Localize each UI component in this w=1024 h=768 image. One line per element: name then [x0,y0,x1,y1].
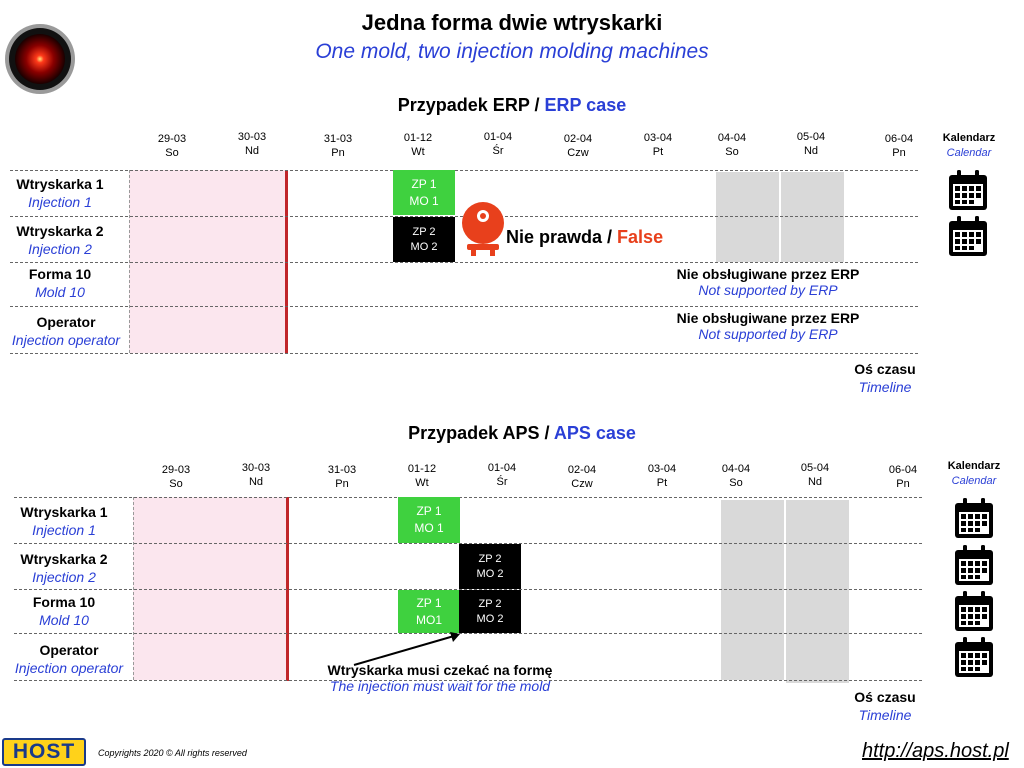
website-link[interactable]: http://aps.host.pl [862,740,1009,762]
weekend-block [781,172,844,262]
row-label-injection-1: Wtryskarka 1 Injection 1 [20,504,108,538]
row-label-operator: Operator Injection operator [14,642,124,676]
not-supported-note: Nie obsługiwane przez ERP Not supported by ERP [676,310,860,342]
false-note: Nie prawda / False [506,227,664,247]
calendar-icon [953,545,995,592]
calendar-icon [953,637,995,684]
row-label-mold: Forma 10 Mold 10 [32,594,96,628]
day-label: 03-04 Pt [647,463,677,489]
day-label: 01-04 Śr [483,131,513,157]
page-title: Jedna forma dwie wtryskarki [361,10,663,35]
day-label: 30-03 Nd [241,462,271,488]
weekend-block [786,500,849,683]
task-block[interactable]: ZP 1 MO 1 [398,497,460,543]
calendar-icon [953,498,995,545]
calendar-icon [947,170,989,217]
day-label: 01-04 Śr [487,462,517,488]
task-block[interactable]: ZP 2 MO 2 [459,544,521,589]
grid-line [10,306,918,307]
calendar-label: Kalendarz Calendar [947,460,1001,487]
row-label-mold: Forma 10 Mold 10 [28,266,92,300]
day-label: 02-04 Czw [563,133,593,159]
grid-line [10,353,918,354]
page-subtitle: One mold, two injection molding machines [315,40,709,63]
day-label: 05-04 Nd [800,462,830,488]
day-label: 01-12 Wt [407,463,437,489]
day-label: 06-04 Pn [884,133,914,159]
row-label-operator: Operator Injection operator [11,314,121,348]
row-label-injection-2: Wtryskarka 2 Injection 2 [16,223,104,257]
calendar-label: Kalendarz Calendar [942,132,996,159]
wait-note: Wtryskarka musi czekać na formę The injection must wait for the mold [327,662,553,694]
grid-line [10,170,918,171]
timeline-label: Oś czasu Timeline [854,689,916,723]
grid-line [14,497,922,498]
weekend-block [721,500,784,680]
day-label: 31-03 Pn [327,464,357,490]
day-label: 04-04 So [721,463,751,489]
erp-section-title: Przypadek ERP / ERP case [397,95,627,115]
grid-line [10,262,918,263]
day-label: 03-04 Pt [643,132,673,158]
day-label: 29-03 So [157,133,187,159]
day-label: 04-04 So [717,132,747,158]
day-label: 05-04 Nd [796,131,826,157]
calendar-icon [947,216,989,263]
day-label: 31-03 Pn [323,133,353,159]
day-label: 30-03 Nd [237,131,267,157]
task-block[interactable]: ZP 1 MO 1 [393,170,455,215]
timeline-label: Oś czasu Timeline [854,361,916,395]
day-label: 29-03 So [161,464,191,490]
task-block[interactable]: ZP 2 MO 2 [459,590,521,633]
weekend-block [716,172,779,262]
aps-section-title: Przypadek APS / APS case [408,423,636,443]
row-label-injection-1: Wtryskarka 1 Injection 1 [16,176,104,210]
host-logo: HOST [2,738,86,766]
calendar-icon [953,591,995,638]
day-label: 06-04 Pn [888,464,918,490]
task-block[interactable]: ZP 1 MO1 [398,590,460,633]
task-block[interactable]: ZP 2 MO 2 [393,217,455,262]
copyright-text: Copyrights 2020 © All rights reserved [98,748,247,758]
not-supported-note: Nie obsługiwane przez ERP Not supported by ERP [676,266,860,298]
row-label-injection-2: Wtryskarka 2 Injection 2 [20,551,108,585]
alarm-bell-icon [459,198,507,258]
day-label: 02-04 Czw [567,464,597,490]
day-label: 01-12 Wt [403,132,433,158]
